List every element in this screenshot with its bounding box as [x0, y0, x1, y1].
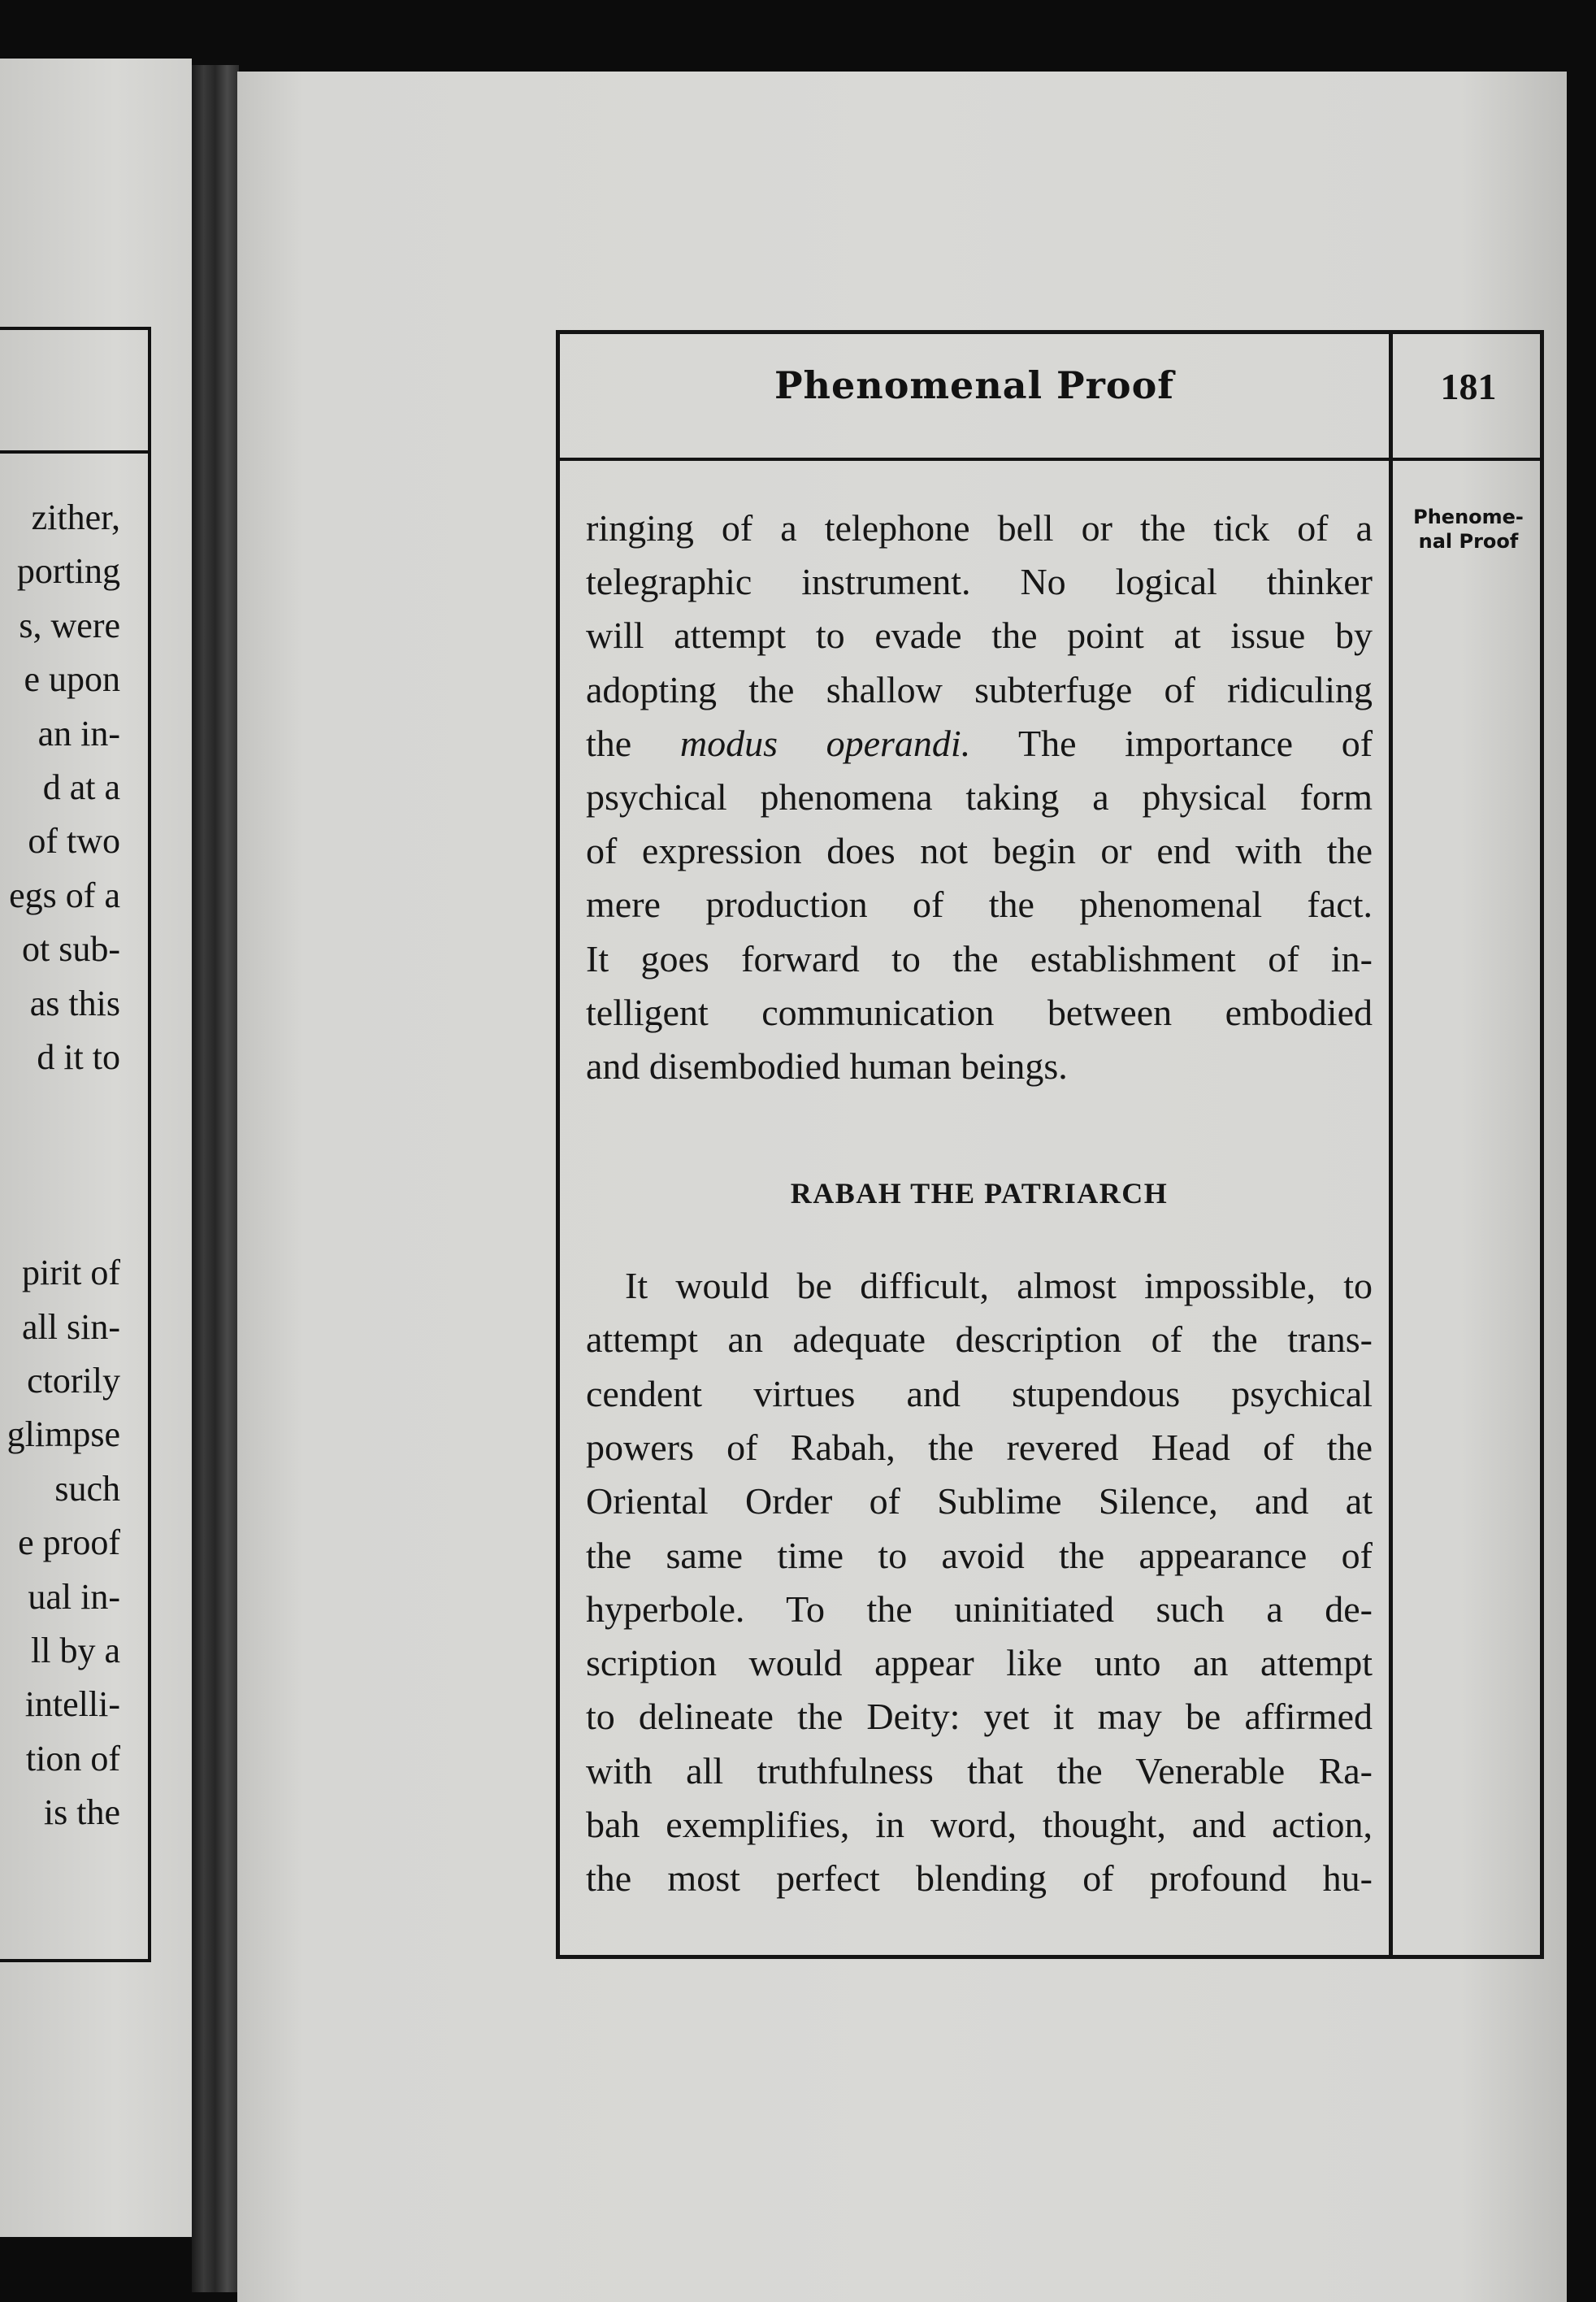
left-text-line: ctorily [27, 1361, 120, 1401]
left-text-line: d it to [37, 1036, 120, 1077]
text-line: powers of Rabah, the revered Head of the [586, 1426, 1373, 1468]
header-rule [560, 458, 1540, 461]
left-text-line: zither, [31, 497, 120, 537]
text-line: attempt an adequate description of the trans- [586, 1318, 1373, 1361]
paragraph [586, 1259, 1373, 1906]
text-line: to delineate the Deity: yet it may be affirmed [586, 1696, 1373, 1738]
margin-note-line: Phenome- [1413, 506, 1524, 528]
text-line: telligent communication between embodied [586, 991, 1373, 1033]
text-line: of expression does not begin or end with the [586, 830, 1373, 872]
text-line: bah exemplifies, in word, thought, and action, [586, 1804, 1373, 1846]
page-frame [556, 330, 1544, 1959]
paragraph [586, 502, 1373, 1093]
left-text-line: e proof [18, 1522, 120, 1563]
text-line: adopting the shallow subterfuge of ridiculing [586, 668, 1373, 710]
left-text-line: ll by a [31, 1631, 120, 1671]
left-text-line: an in- [37, 713, 120, 754]
left-text-line: tion of [25, 1738, 120, 1779]
page-number: 181 [1440, 366, 1497, 407]
text-line: telegraphic instrument. No logical thinker [586, 561, 1373, 603]
margin-note-line: nal Proof [1418, 530, 1519, 553]
text-fragment: the [586, 722, 632, 764]
text-line: It goes forward to the establishment of in- [586, 937, 1373, 979]
left-text-line: is the [43, 1792, 120, 1833]
text-fragment: The importance of [1018, 722, 1373, 764]
text-line: the most perfect blending of profound hu- [586, 1857, 1373, 1900]
left-text-line: intelli- [24, 1684, 120, 1725]
text-line: scription would appear like unto an attempt [586, 1642, 1373, 1684]
italic-phrase: modus operandi. [679, 722, 971, 764]
text-line [586, 717, 1373, 771]
body-text [586, 502, 1373, 1906]
text-line: with all truthfulness that the Venerable Ra- [586, 1749, 1373, 1792]
left-text-line: all sin- [22, 1306, 120, 1347]
text-line: cendent virtues and stupendous psychical [586, 1372, 1373, 1414]
left-text-line: as this [29, 983, 120, 1023]
text-line: and disembodied human beings. [586, 1045, 1068, 1087]
text-line: It would be difficult, almost impossible, to [625, 1265, 1373, 1307]
text-line: ringing of a telephone bell or the tick of a [586, 507, 1373, 549]
text-line: the same time to avoid the appearance of [586, 1534, 1373, 1576]
text-line: will attempt to evade the point at issue by [586, 615, 1373, 657]
left-page-text [0, 491, 120, 1930]
text-line: Oriental Order of Sublime Silence, and at [586, 1480, 1373, 1522]
left-text-line: porting [16, 551, 120, 592]
right-page [237, 72, 1567, 2302]
left-text-line: pirit of [22, 1253, 120, 1293]
left-text-line: d at a [42, 767, 120, 807]
book-binding-gutter [192, 65, 239, 2292]
left-text-line: glimpse [7, 1414, 120, 1455]
running-head: Phenomenal Proof [774, 363, 1175, 407]
left-text-line: of two [28, 821, 120, 862]
left-text-line: such [54, 1468, 120, 1509]
left-header-rule [0, 450, 148, 454]
text-line: hyperbole. To the uninitiated such a de- [586, 1588, 1373, 1630]
left-text-line: ot sub- [22, 929, 120, 970]
left-text-line: egs of a [9, 875, 120, 915]
left-text-gap [0, 1084, 120, 1246]
left-text-line: s, were [19, 605, 120, 645]
left-text-line: ual in- [28, 1576, 120, 1617]
margin-note [1393, 505, 1544, 554]
text-line: mere production of the phenomenal fact. [586, 884, 1373, 926]
text-line: psychical phenomena taking a physical form [586, 775, 1373, 818]
section-heading: RABAH THE PATRIARCH [790, 1177, 1169, 1210]
margin-column-rule [1389, 334, 1393, 1955]
left-page [0, 59, 192, 2237]
left-text-line: e upon [24, 659, 120, 700]
